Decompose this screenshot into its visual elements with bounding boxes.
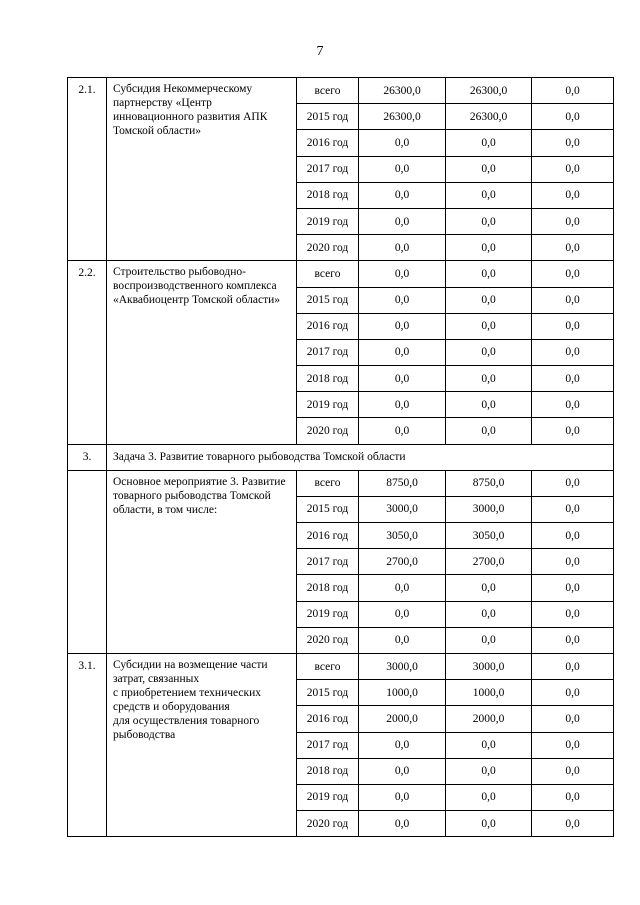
value-cell-other: 0,0 xyxy=(532,130,614,156)
value-cell-total: 0,0 xyxy=(359,287,446,313)
period-cell: 2018 год xyxy=(297,366,359,392)
value-cell-total: 0,0 xyxy=(359,392,446,418)
value-cell-other: 0,0 xyxy=(532,182,614,208)
value-cell-total: 0,0 xyxy=(359,339,446,365)
period-cell: 2019 год xyxy=(297,392,359,418)
table-row xyxy=(68,78,614,104)
period-cell: 2019 год xyxy=(297,208,359,234)
table-row xyxy=(68,261,614,287)
value-cell-other: 0,0 xyxy=(532,104,614,130)
period-cell: 2019 год xyxy=(297,784,359,810)
value-cell-other: 0,0 xyxy=(532,156,614,182)
value-cell-regional: 0,0 xyxy=(446,235,532,261)
period-cell: 2020 год xyxy=(297,418,359,444)
value-cell-total: 0,0 xyxy=(359,758,446,784)
period-cell: всего xyxy=(297,653,359,679)
value-cell-other: 0,0 xyxy=(532,392,614,418)
value-cell-regional: 0,0 xyxy=(446,339,532,365)
value-cell-total: 1000,0 xyxy=(359,680,446,706)
period-cell: 2018 год xyxy=(297,182,359,208)
value-cell-total: 0,0 xyxy=(359,366,446,392)
value-cell-total: 0,0 xyxy=(359,418,446,444)
table-row xyxy=(68,653,614,679)
task-title: Задача 3. Развитие товарного рыбоводства Томской области xyxy=(107,444,614,470)
value-cell-total: 3050,0 xyxy=(359,523,446,549)
period-cell: 2018 год xyxy=(297,575,359,601)
period-cell: 2016 год xyxy=(297,130,359,156)
value-cell-regional: 0,0 xyxy=(446,287,532,313)
item-number: 2.1. xyxy=(68,78,107,261)
period-cell: 2017 год xyxy=(297,156,359,182)
period-cell: 2020 год xyxy=(297,811,359,837)
value-cell-regional: 0,0 xyxy=(446,811,532,837)
value-cell-total: 0,0 xyxy=(359,627,446,653)
budget-table-body xyxy=(68,78,614,837)
period-cell: всего xyxy=(297,470,359,496)
value-cell-total: 0,0 xyxy=(359,575,446,601)
value-cell-total: 0,0 xyxy=(359,784,446,810)
value-cell-regional: 2700,0 xyxy=(446,549,532,575)
item-number: 3.1. xyxy=(68,653,107,836)
period-cell: 2017 год xyxy=(297,549,359,575)
table-row xyxy=(68,470,614,496)
value-cell-total: 8750,0 xyxy=(359,470,446,496)
value-cell-regional: 0,0 xyxy=(446,156,532,182)
item-name: Субсидия Некоммерческому партнерству «Центр инновационного развития АПК Томской области» xyxy=(107,78,297,261)
item-number xyxy=(68,470,107,653)
value-cell-regional: 8750,0 xyxy=(446,470,532,496)
value-cell-regional: 0,0 xyxy=(446,261,532,287)
period-cell: всего xyxy=(297,261,359,287)
value-cell-other: 0,0 xyxy=(532,601,614,627)
period-cell: 2020 год xyxy=(297,627,359,653)
value-cell-other: 0,0 xyxy=(532,627,614,653)
value-cell-regional: 3000,0 xyxy=(446,496,532,522)
value-cell-other: 0,0 xyxy=(532,784,614,810)
value-cell-total: 3000,0 xyxy=(359,653,446,679)
value-cell-other: 0,0 xyxy=(532,339,614,365)
value-cell-regional: 0,0 xyxy=(446,732,532,758)
item-name: Основное мероприятие 3. Развитие товарного рыбоводства Томской области, в том числе: xyxy=(107,470,297,653)
value-cell-total: 2700,0 xyxy=(359,549,446,575)
page-number: 7 xyxy=(316,44,324,59)
value-cell-other: 0,0 xyxy=(532,523,614,549)
value-cell-total: 0,0 xyxy=(359,235,446,261)
value-cell-other: 0,0 xyxy=(532,758,614,784)
value-cell-other: 0,0 xyxy=(532,78,614,104)
value-cell-regional: 3050,0 xyxy=(446,523,532,549)
value-cell-regional: 0,0 xyxy=(446,758,532,784)
value-cell-regional: 0,0 xyxy=(446,182,532,208)
value-cell-other: 0,0 xyxy=(532,313,614,339)
value-cell-other: 0,0 xyxy=(532,732,614,758)
period-cell: 2020 год xyxy=(297,235,359,261)
value-cell-total: 0,0 xyxy=(359,811,446,837)
value-cell-other: 0,0 xyxy=(532,470,614,496)
value-cell-total: 0,0 xyxy=(359,601,446,627)
period-cell: 2017 год xyxy=(297,339,359,365)
value-cell-regional: 0,0 xyxy=(446,418,532,444)
value-cell-regional: 1000,0 xyxy=(446,680,532,706)
value-cell-regional: 0,0 xyxy=(446,313,532,339)
value-cell-regional: 0,0 xyxy=(446,784,532,810)
item-name: Строительство рыбоводно-воспроизводственного комплекса «Аквабиоцентр Томской области» xyxy=(107,261,297,444)
value-cell-regional: 26300,0 xyxy=(446,104,532,130)
value-cell-regional: 0,0 xyxy=(446,366,532,392)
period-cell: 2016 год xyxy=(297,706,359,732)
period-cell: 2015 год xyxy=(297,680,359,706)
value-cell-total: 0,0 xyxy=(359,313,446,339)
item-number: 2.2. xyxy=(68,261,107,444)
value-cell-regional: 0,0 xyxy=(446,392,532,418)
period-cell: 2016 год xyxy=(297,523,359,549)
value-cell-other: 0,0 xyxy=(532,575,614,601)
value-cell-other: 0,0 xyxy=(532,366,614,392)
value-cell-total: 0,0 xyxy=(359,208,446,234)
value-cell-regional: 0,0 xyxy=(446,130,532,156)
value-cell-other: 0,0 xyxy=(532,549,614,575)
value-cell-other: 0,0 xyxy=(532,706,614,732)
value-cell-regional: 0,0 xyxy=(446,627,532,653)
value-cell-total: 0,0 xyxy=(359,261,446,287)
value-cell-other: 0,0 xyxy=(532,811,614,837)
value-cell-total: 26300,0 xyxy=(359,104,446,130)
value-cell-other: 0,0 xyxy=(532,235,614,261)
value-cell-regional: 0,0 xyxy=(446,575,532,601)
period-cell: 2018 год xyxy=(297,758,359,784)
task-number: 3. xyxy=(68,444,107,470)
value-cell-regional: 26300,0 xyxy=(446,78,532,104)
value-cell-other: 0,0 xyxy=(532,261,614,287)
value-cell-regional: 2000,0 xyxy=(446,706,532,732)
value-cell-other: 0,0 xyxy=(532,418,614,444)
value-cell-other: 0,0 xyxy=(532,496,614,522)
period-cell: всего xyxy=(297,78,359,104)
value-cell-total: 0,0 xyxy=(359,732,446,758)
value-cell-regional: 0,0 xyxy=(446,601,532,627)
value-cell-total: 0,0 xyxy=(359,156,446,182)
budget-table xyxy=(67,77,614,837)
value-cell-total: 0,0 xyxy=(359,182,446,208)
value-cell-total: 2000,0 xyxy=(359,706,446,732)
value-cell-regional: 3000,0 xyxy=(446,653,532,679)
value-cell-total: 0,0 xyxy=(359,130,446,156)
period-cell: 2017 год xyxy=(297,732,359,758)
period-cell: 2016 год xyxy=(297,313,359,339)
value-cell-other: 0,0 xyxy=(532,653,614,679)
item-name: Субсидии на возмещение части затрат, связанных с приобретением технических средств и оборудования для осуществления товарного рыбоводства xyxy=(107,653,297,836)
period-cell: 2015 год xyxy=(297,496,359,522)
value-cell-total: 26300,0 xyxy=(359,78,446,104)
value-cell-total: 3000,0 xyxy=(359,496,446,522)
period-cell: 2019 год xyxy=(297,601,359,627)
value-cell-other: 0,0 xyxy=(532,287,614,313)
value-cell-regional: 0,0 xyxy=(446,208,532,234)
period-cell: 2015 год xyxy=(297,287,359,313)
task-row xyxy=(68,444,614,470)
value-cell-other: 0,0 xyxy=(532,680,614,706)
value-cell-other: 0,0 xyxy=(532,208,614,234)
period-cell: 2015 год xyxy=(297,104,359,130)
